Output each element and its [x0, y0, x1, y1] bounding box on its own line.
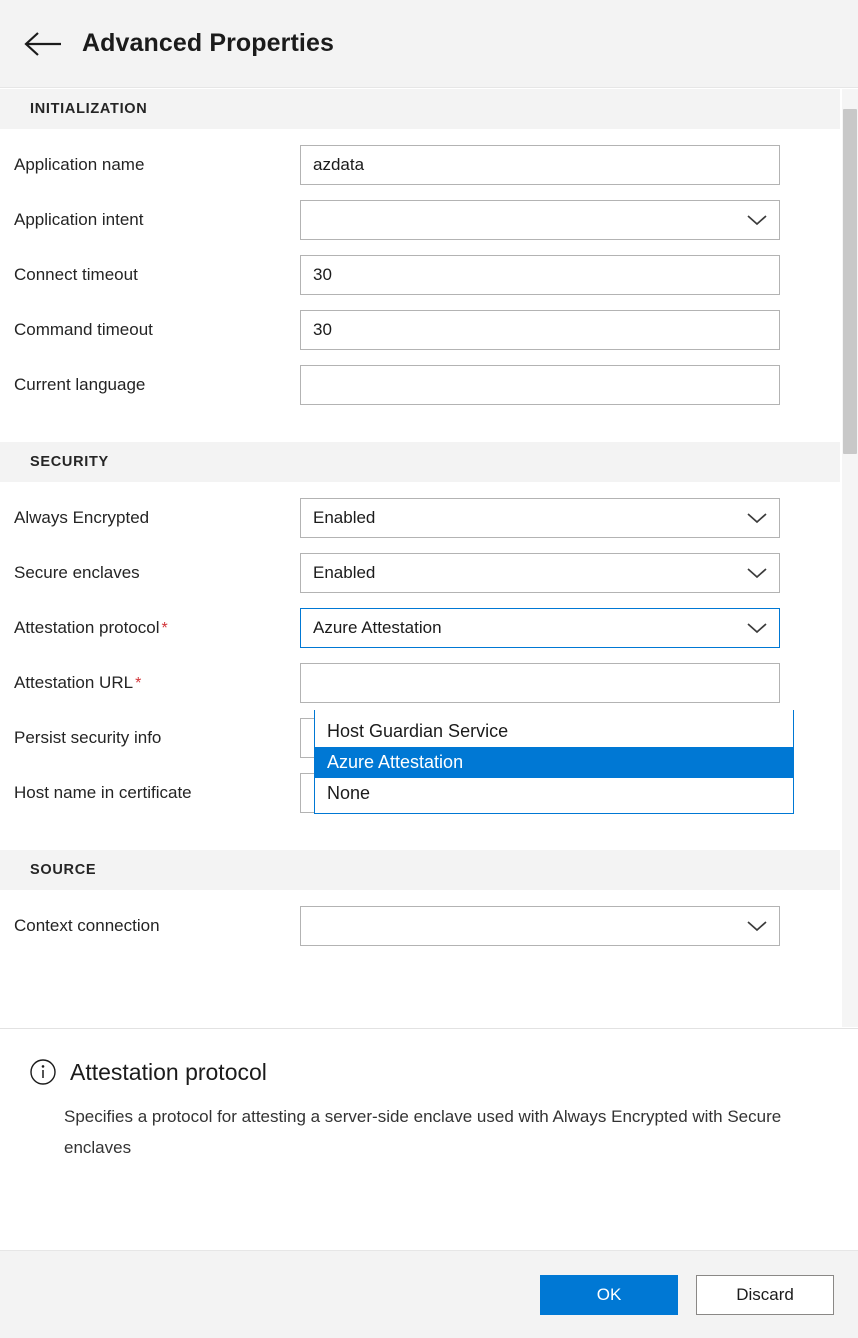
- chevron-down-icon: [747, 567, 767, 579]
- row-always-encrypted: [0, 490, 840, 545]
- input-command-timeout[interactable]: 30: [300, 310, 780, 350]
- section-rows-initialization: [0, 129, 840, 412]
- label-application-intent: Application intent: [14, 209, 144, 229]
- input-application-name[interactable]: azdata: [300, 145, 780, 185]
- row-current-language: [0, 357, 840, 412]
- scrollbar-thumb[interactable]: [843, 109, 857, 454]
- row-attestation-protocol: [0, 600, 840, 655]
- row-secure-enclaves: [0, 545, 840, 600]
- row-application-name: [0, 137, 840, 192]
- row-context-connection: [0, 898, 840, 953]
- chevron-down-icon: [747, 214, 767, 226]
- select-always-encrypted-value: Enabled: [313, 507, 376, 527]
- label-attestation-url: [0, 673, 300, 693]
- label-connect-timeout: Connect timeout: [14, 264, 138, 284]
- label-attestation-protocol-text: Attestation protocol: [14, 617, 160, 637]
- label-always-encrypted: Always Encrypted: [14, 507, 150, 527]
- properties-content: [0, 89, 840, 953]
- info-description: Specifies a protocol for attesting a server-side enclave used with Always Encrypted with Secure enclaves: [64, 1107, 782, 1157]
- select-context-connection[interactable]: [300, 906, 780, 946]
- dropdown-option-azure-attestation[interactable]: Azure Attestation: [315, 747, 793, 778]
- label-context-connection: Context connection: [14, 915, 160, 935]
- chevron-down-icon: [747, 920, 767, 932]
- chevron-down-icon: [747, 512, 767, 524]
- select-attestation-protocol-value: Azure Attestation: [313, 617, 442, 637]
- back-arrow-icon[interactable]: [22, 23, 64, 65]
- scrollbar-track[interactable]: [842, 89, 858, 1027]
- row-command-timeout: [0, 302, 840, 357]
- input-connect-timeout[interactable]: 30: [300, 255, 780, 295]
- select-secure-enclaves-value: Enabled: [313, 562, 376, 582]
- info-panel: [0, 1028, 858, 1250]
- select-application-intent[interactable]: [300, 200, 780, 240]
- required-marker: *: [135, 674, 142, 692]
- dropdown-option-host-guardian-service[interactable]: Host Guardian Service: [327, 721, 509, 741]
- label-application-name: Application name: [14, 154, 145, 174]
- label-current-language: Current language: [14, 374, 146, 394]
- label-command-timeout: Command timeout: [14, 319, 153, 339]
- info-circle-icon: [28, 1057, 58, 1087]
- row-attestation-url: [0, 655, 840, 710]
- page-title: Advanced Properties: [82, 29, 334, 57]
- ok-button[interactable]: OK: [540, 1275, 678, 1315]
- select-secure-enclaves[interactable]: [300, 553, 780, 593]
- row-connect-timeout: [0, 247, 840, 302]
- section-header-initialization: INITIALIZATION: [0, 89, 840, 129]
- section-header-source: SOURCE: [0, 850, 840, 890]
- discard-button[interactable]: Discard: [696, 1275, 834, 1315]
- select-always-encrypted[interactable]: [300, 498, 780, 538]
- label-persist-security-info: Persist security info: [14, 727, 162, 747]
- select-attestation-protocol[interactable]: [300, 608, 780, 648]
- info-title: Attestation protocol: [70, 1058, 267, 1085]
- label-host-name-in-certificate: Host name in certificate: [14, 782, 192, 802]
- input-attestation-url[interactable]: [300, 663, 780, 703]
- info-header: [28, 1057, 828, 1087]
- section-rows-source: [0, 890, 840, 953]
- section-header-security: SECURITY: [0, 442, 840, 482]
- label-secure-enclaves: Secure enclaves: [14, 562, 140, 582]
- label-attestation-url-text: Attestation URL: [14, 672, 134, 692]
- row-application-intent: [0, 192, 840, 247]
- input-current-language[interactable]: [300, 365, 780, 405]
- required-marker: *: [161, 619, 168, 637]
- dialog-header: [0, 0, 858, 88]
- dialog-footer: [0, 1250, 858, 1338]
- dropdown-list-attestation-protocol[interactable]: [314, 710, 794, 814]
- label-attestation-protocol: [0, 618, 300, 638]
- dropdown-option-none[interactable]: None: [327, 783, 371, 803]
- properties-scroll-area[interactable]: [0, 89, 858, 1027]
- chevron-down-icon: [747, 622, 767, 634]
